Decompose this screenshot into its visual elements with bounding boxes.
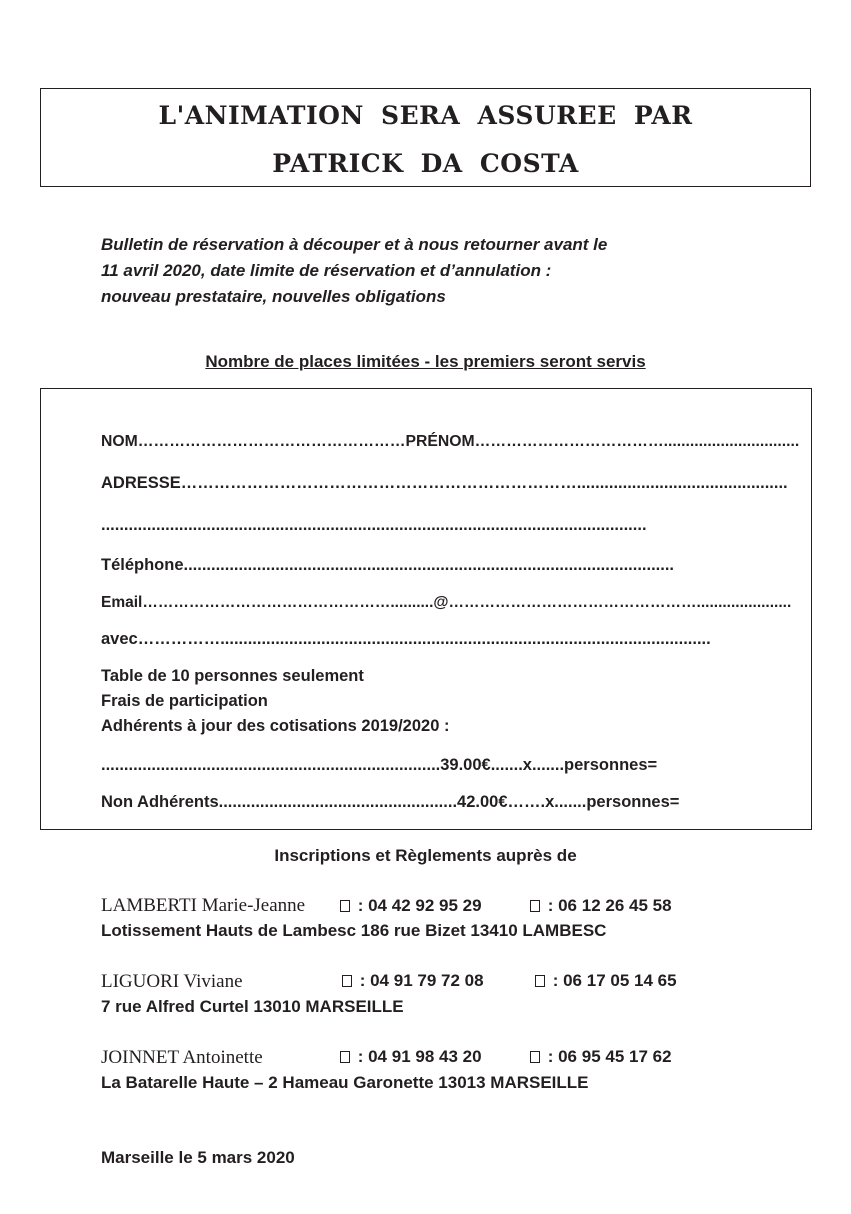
contact-address: 7 rue Alfred Curtel 13010 MARSEILLE bbox=[101, 997, 404, 1016]
limited-places-notice: Nombre de places limitées - les premiers seront servis bbox=[205, 352, 646, 371]
title-line-1: L'ANIMATION SERA ASSUREE PAR bbox=[158, 101, 693, 130]
contact-name: LAMBERTI Marie-Jeanne bbox=[101, 895, 306, 916]
telephone-field: Téléphone........................................................................................................... bbox=[101, 556, 675, 574]
contact-mobile: : 06 12 26 45 58 bbox=[530, 896, 672, 916]
phone-icon bbox=[535, 975, 545, 987]
intro-line-2: 11 avril 2020, date limite de réservation et d’annulation : bbox=[101, 261, 552, 280]
contact-mobile: : 06 17 05 14 65 bbox=[535, 971, 677, 991]
phone-icon bbox=[530, 1051, 540, 1063]
adherents-label: Adhérents à jour des cotisations 2019/2020 : bbox=[101, 717, 450, 735]
title-box bbox=[40, 88, 811, 187]
title-line-2: PATRICK DA COSTA bbox=[272, 149, 579, 178]
avec-field: avec……………........................................................................................................... bbox=[101, 630, 711, 648]
frais-label: Frais de participation bbox=[101, 692, 268, 710]
adresse-line-2: ....................................................................................................................... bbox=[101, 516, 647, 534]
intro-line-3: nouveau prestataire, nouvelles obligations bbox=[101, 287, 446, 306]
contact-address: La Batarelle Haute – 2 Hameau Garonette 13013 MARSEILLE bbox=[101, 1073, 589, 1092]
contact-mobile: : 06 95 45 17 62 bbox=[530, 1047, 672, 1067]
nom-prenom-field: NOM……………………………………………PRÉNOM………………………………............................... bbox=[101, 433, 800, 450]
intro-line-1: Bulletin de réservation à découper et à nous retourner avant le bbox=[101, 235, 608, 254]
adherents-price-line: ..........................................................................39.00€.......x.......personnes= bbox=[101, 756, 658, 774]
contact-phone: : 04 91 79 72 08 bbox=[342, 971, 484, 991]
contact-address: Lotissement Hauts de Lambesc 186 rue Bizet 13410 LAMBESC bbox=[101, 921, 607, 940]
contacts-heading: Inscriptions et Règlements auprès de bbox=[274, 846, 577, 865]
contact-phone: : 04 42 92 95 29 bbox=[340, 896, 482, 916]
phone-icon bbox=[530, 900, 540, 912]
email-field: Email…………………………………………..........@…………………………………………...................... bbox=[101, 594, 792, 611]
contact-name: JOINNET Antoinette bbox=[101, 1047, 263, 1068]
phone-icon bbox=[340, 1051, 350, 1063]
phone-icon bbox=[340, 900, 350, 912]
non-adherents-price-line: Non Adhérents....................................................42.00€…….x.......personnes= bbox=[101, 793, 680, 811]
footer-date: Marseille le 5 mars 2020 bbox=[101, 1148, 295, 1167]
contact-phone: : 04 91 98 43 20 bbox=[340, 1047, 482, 1067]
adresse-field: ADRESSE……………………………………………………………….............................................. bbox=[101, 474, 788, 492]
table-note: Table de 10 personnes seulement bbox=[101, 667, 364, 685]
phone-icon bbox=[342, 975, 352, 987]
contact-name: LIGUORI Viviane bbox=[101, 971, 243, 992]
